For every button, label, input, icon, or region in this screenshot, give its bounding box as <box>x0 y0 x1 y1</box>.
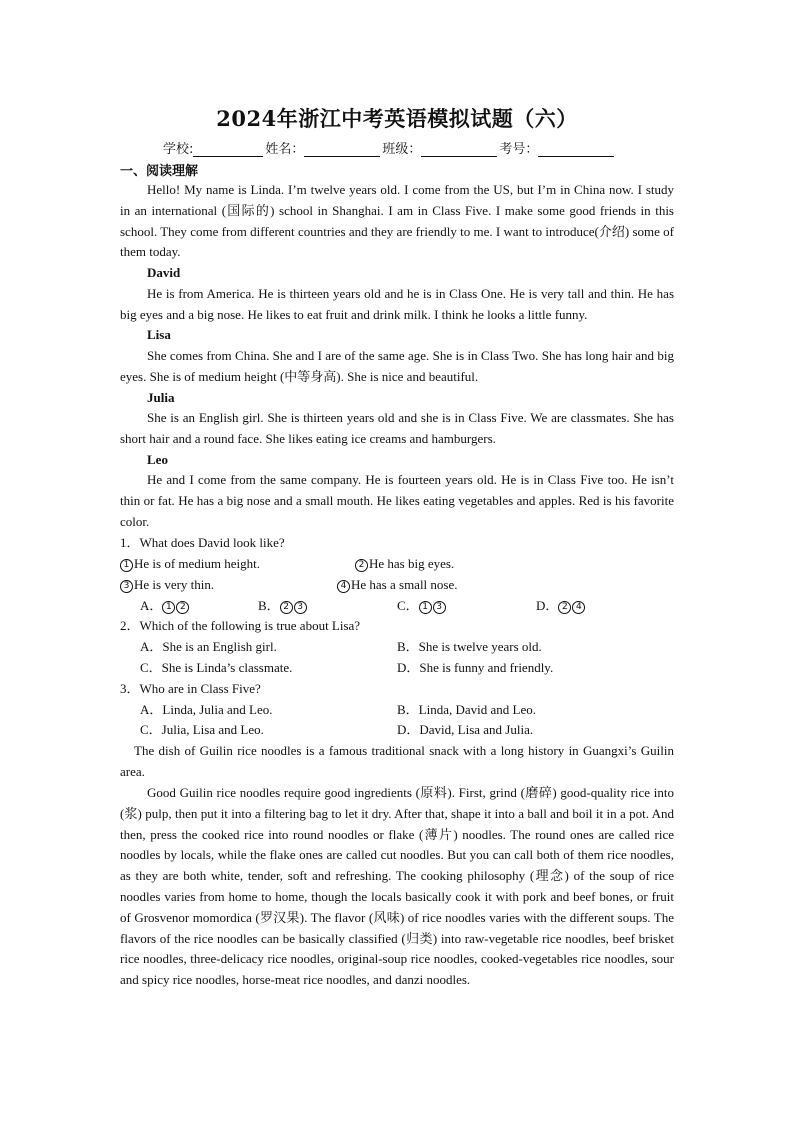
exam-no-blank <box>538 142 614 157</box>
circled-3-icon: 3 <box>120 580 133 593</box>
david-heading: David <box>147 265 181 280</box>
passage1-intro: Hello! My name is Linda. I’m twelve years old. I come from the US, but I’m in China now. I study in an international (国际的) school in Shanghai. I am in Class Five. I make some good friends in this school. They come from different countries and they are friendly to me. I want to introduce(介绍) some of them today. <box>120 182 674 260</box>
name-label: 姓名： <box>265 142 305 157</box>
q3-option-c[interactable]: C．Julia, Lisa and Leo. <box>140 722 264 737</box>
julia-paragraph: She is an English girl. She is thirteen years old and she is in Class Five. We are classmates. She has short hair and a round face. She likes eating ice creams and hamburgers. <box>120 410 674 446</box>
q1-statement-3: 3 He is very thin. <box>120 575 214 595</box>
q2-option-c[interactable]: C．She is Linda’s classmate. <box>140 660 293 675</box>
q2-option-a[interactable]: A．She is an English girl. <box>140 639 277 654</box>
question-2-stem: 2．Which of the following is true about Lisa? <box>120 618 361 633</box>
q1-statement-1: 1 He is of medium height. <box>120 554 260 574</box>
school-label: 学校: <box>163 142 194 157</box>
q1-option-d[interactable]: D． 2 4 <box>536 596 586 616</box>
page-title: 2024年浙江中考英语模拟试题（六） <box>216 106 578 131</box>
q3-option-d[interactable]: D．David, Lisa and Julia. <box>397 722 534 737</box>
q1-option-c[interactable]: C． 1 3 <box>397 596 447 616</box>
question-3-stem: 3．Who are in Class Five? <box>120 681 261 696</box>
section-heading: 一、阅读理解 <box>120 164 199 179</box>
leo-heading: Leo <box>147 452 168 467</box>
question-1-stem: 1．What does David look like? <box>120 535 285 550</box>
circled-4-icon: 4 <box>337 580 350 593</box>
q2-option-d[interactable]: D．She is funny and friendly. <box>397 660 554 675</box>
q3-option-b[interactable]: B．Linda, David and Leo. <box>397 702 536 717</box>
circled-1-icon: 1 <box>120 559 133 572</box>
q2-option-b[interactable]: B．She is twelve years old. <box>397 639 542 654</box>
circled-2-icon: 2 <box>355 559 368 572</box>
school-blank <box>193 142 263 157</box>
passage2-body: Good Guilin rice noodles require good ingredients (原料). First, grind (磨碎) good-quality rice into (浆) pulp, then put it into a filtering bag to let it dry. After that, shape it into a ball and boil it in a pot. And then, press the cooked rice into round noodles or flake (薄片) noodles. The round ones are called rice noodles by locals, while the flake ones are called cut noodles. But you can call both of them rice noodles, as they are both white, tender, soft and refreshing. The cooking philosophy (理念) of the soup of rice noodles varies from home to home, though the locals basically cook it with pork and beef bones, or fruit of Grosvenor momordica (罗汉果). The flavor (风味) of rice noodles varies with the different soups. The flavors of the rice noodles can be basically classified (归类) into raw-vegetable rice noodles, beef brisket rice noodles, three-delicacy rice noodles, original-soup rice noodles, cooked-vegetables rice noodles, sour and spicy rice noodles, horse-meat rice noodles, and danzi noodles. <box>120 785 674 988</box>
name-blank <box>304 142 380 157</box>
q1-statement-4: 4 He has a small nose. <box>337 575 458 595</box>
exam-no-label: 考号： <box>499 142 539 157</box>
passage2-intro: The dish of Guilin rice noodles is a famous traditional snack with a long history in Guangxi’s Guilin area. <box>120 743 674 779</box>
lisa-heading: Lisa <box>147 327 171 342</box>
q1-statement-2: 2 He has big eyes. <box>355 554 454 574</box>
q1-option-a[interactable]: A． 1 2 <box>140 596 190 616</box>
lisa-paragraph: She comes from China. She and I are of the same age. She is in Class Two. She has long hair and big eyes. She is of medium height (中等身高). She is nice and beautiful. <box>120 348 674 384</box>
q1-option-b[interactable]: B． 2 3 <box>258 596 308 616</box>
leo-paragraph: He and I come from the same company. He is fourteen years old. He is in Class Five too. He isn’t thin or fat. He has a big nose and a small mouth. He likes eating vegetables and apples. Red is his favorite color. <box>120 472 674 529</box>
julia-heading: Julia <box>147 390 175 405</box>
class-label: 班级： <box>382 142 422 157</box>
david-paragraph: He is from America. He is thirteen years old and he is in Class One. He is very tall and thin. He has big eyes and a big nose. He likes to eat fruit and drink milk. I think he looks a little funny. <box>120 286 674 322</box>
class-blank <box>421 142 497 157</box>
student-info-line <box>163 138 616 157</box>
q3-option-a[interactable]: A．Linda, Julia and Leo. <box>140 702 273 717</box>
